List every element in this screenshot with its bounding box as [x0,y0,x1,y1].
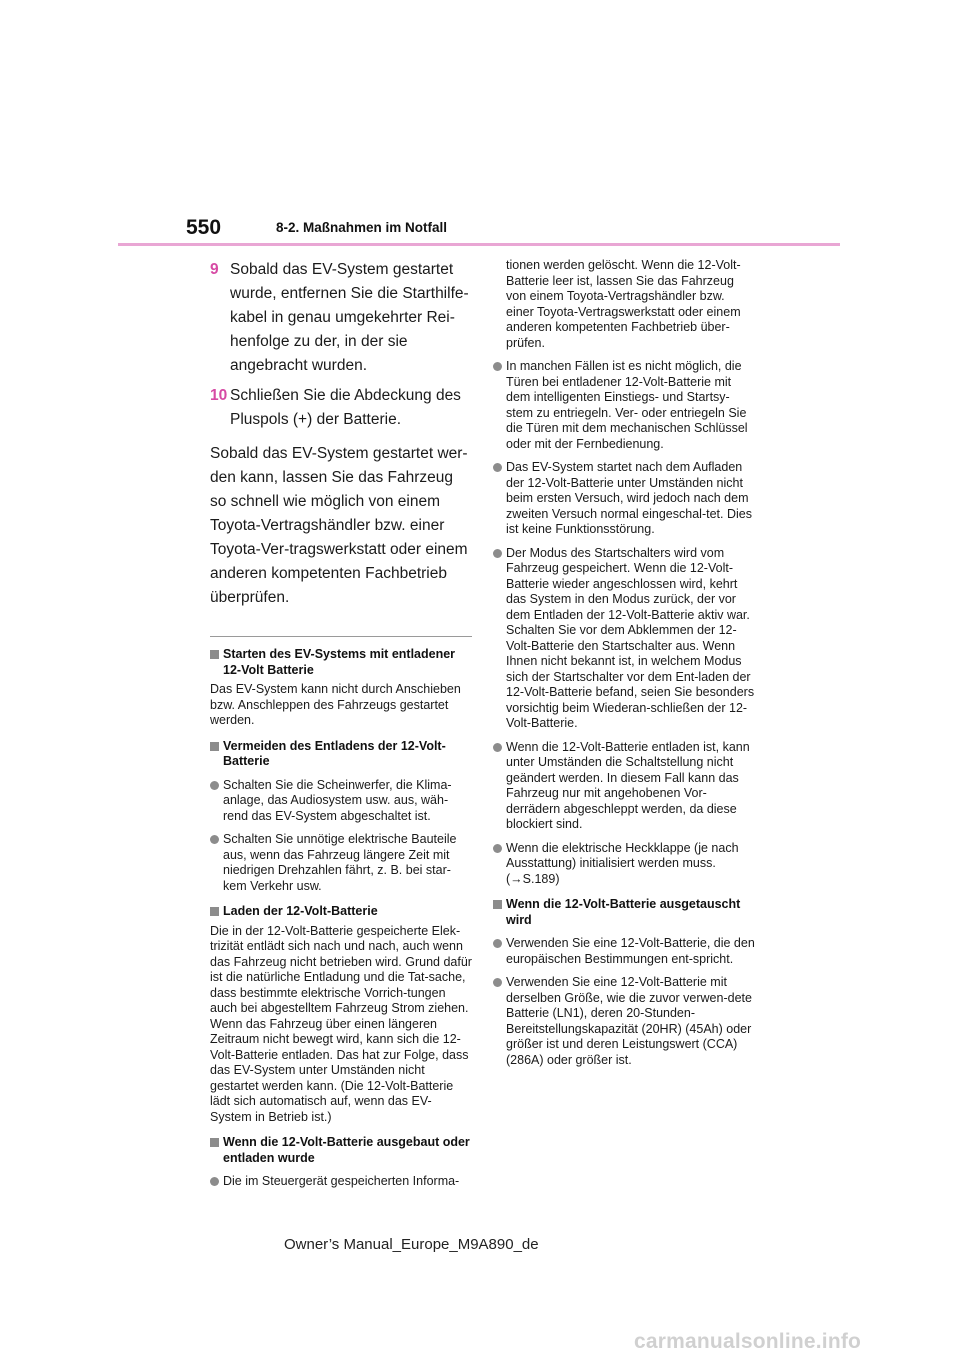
note-text: Die in der 12-Volt-Batterie gespeicherte Elek-trizität entlädt sich nach und nach, auch wenn das Fahrzeug nicht betrieben wird. Grund dafür ist die natürliche Entladung und die Tat-sache, dass bestimmte elektrische Vorrich-tungen auch bei abgestelltem Fahrzeug Strom ziehen. Wenn das Fahrzeug über einen längeren Zeitraum nicht bewegt wird, kann sich die 12-Volt-Batterie entladen. Das hat zur Folge, dass das EV-System unter Umständen nicht gestartet werden kann. (Die 12-Volt-Batterie lädt sich automatisch auf, wenn das EV-System in Betrieb ist.) [210,923,472,1124]
note-heading [493,897,755,928]
header-divider [118,243,840,246]
circle-bullet-icon [493,743,502,752]
bullet-item [493,359,755,452]
bullet-item [210,778,472,825]
note-heading [210,739,472,770]
note-heading-text: Vermeiden des Entladens der 12-Volt-Batterie [223,738,446,768]
intro-paragraph: Sobald das EV-System gestartet wer-den kann, lassen Sie das Fahrzeug so schnell wie möglich von einem Toyota-Vertragshändler bzw. einer Toyota-Ver-tragswerkstatt oder einem anderen kompetenten Fachbetrieb überprüfen. [210,445,468,606]
step-10 [210,384,472,432]
bullet-item [210,832,472,894]
square-bullet-icon [210,650,219,659]
section-title: 8-2. Maßnahmen im Notfall [276,220,448,235]
square-bullet-icon [493,900,502,909]
circle-bullet-icon [493,844,502,853]
bullet-item [493,460,755,538]
circle-bullet-icon [493,978,502,987]
bullet-item [493,841,755,888]
circle-bullet-icon [493,463,502,472]
note-heading-text: Wenn die 12-Volt-Batterie ausgebaut oder entladen wurde [223,1135,470,1165]
watermark: carmanualsonline.info [634,1330,862,1353]
bullet-item [493,975,755,1068]
circle-bullet-icon [210,1177,219,1186]
bullet-text: Schalten Sie unnötige elektrische Bauteile aus, wenn das Fahrzeug längere Zeit mit niedrigen Drehzahlen fährt, z. B. bei star-kem Verkehr usw. [223,832,457,893]
right-column [493,258,755,1068]
circle-bullet-icon [493,362,502,371]
continuation-text: tionen werden gelöscht. Wenn die 12-Volt-Batterie leer ist, lassen Sie das Fahrzeug von einem Toyota-Vertragshändler bzw. einer Toyota-Vertragswerkstatt oder einem anderen kompetenten Fachbetrieb über-prüfen. [506,258,741,350]
bullet-text: Das EV-System startet nach dem Aufladen der 12-Volt-Batterie unter Umständen nicht beim ersten Versuch, wird jedoch nach dem zweiten Versuch normal eingeschal-tet. Dies ist keine Funktionsstörung. [506,460,752,536]
bullet-item [493,936,755,967]
note-heading-text: Starten des EV-Systems mit entladener 12-Volt Batterie [223,647,456,677]
bullet-text: Verwenden Sie eine 12-Volt-Batterie mit derselben Größe, wie die zuvor verwen-dete Batterie (LN1), deren 20-Stunden-Bereitstellungskapazität (20HR) (45Ah) oder größer ist und deren Leistungswert (CCA) (286A) oder größer ist. [506,975,752,1067]
bullet-item [493,740,755,833]
bullet-text: Der Modus des Startschalters wird vom Fahrzeug gespeichert. Wenn die 12-Volt-Batterie wieder angeschlossen wird, kehrt das System in den Modus zurück, der vor dem Entladen der 12-Volt-Batterie aktiv war. Schalten Sie vor dem Abklemmen der 12-Volt-Batterie den Startschalter aus. Wenn Ihnen nicht bekannt ist, in welchem Modus sich der Startschalter vor dem Ent-laden der 12-Volt-Batterie befand, seien Sie besonders vorsichtig beim Wiederan-schließen der 12-Volt-Batterie. [506,545,755,730]
bullet-item [210,1174,472,1190]
square-bullet-icon [210,742,219,751]
note-heading [210,1135,472,1166]
bullet-text: Wenn die 12-Volt-Batterie entladen ist, kann unter Umständen die Schaltstellung nicht geändert werden. In diesem Fall kann das Fahrzeug nur mit angehobenen Vor-derrädern abgeschleppt werden, da diese blockiert sind. [506,739,750,831]
bullet-text: Die im Steuergerät gespeicherten Informa- [223,1174,460,1188]
note-heading [210,904,472,920]
circle-bullet-icon [493,939,502,948]
step-text: Schließen Sie die Abdeckung des Pluspols (+) der Batterie. [230,387,461,428]
square-bullet-icon [210,907,219,916]
note-heading-text: Wenn die 12-Volt-Batterie ausgetauscht wird [506,897,741,927]
step-text: Sobald das EV-System gestartet wurde, entfernen Sie die Starthilfe-kabel in genau umgekehrter Rei-henfolge zu der, in der sie angebracht wurden. [230,261,469,374]
circle-bullet-icon [210,781,219,790]
note-text: Das EV-System kann nicht durch Anschieben bzw. Anschleppen des Fahrzeugs gestartet werden. [210,682,461,727]
bullet-text: Schalten Sie die Scheinwerfer, die Klima-anlage, das Audiosystem usw. aus, wäh-rend das EV-System abgeschaltet ist. [223,777,452,823]
page-number: 550 [186,216,222,239]
step-9 [210,258,472,378]
circle-bullet-icon [493,549,502,558]
bullet-item [493,546,755,732]
left-column [210,258,472,1190]
notes-divider [210,636,472,637]
step-number: 10 [210,387,228,404]
note-heading-text: Laden der 12-Volt-Batterie [223,904,378,918]
bullet-text: Wenn die elektrische Heckklappe (je nach Ausstattung) initialisiert werden muss. (→S.189) [506,840,739,886]
circle-bullet-icon [210,835,219,844]
footer-text: Owner’s Manual_Europe_M9A890_de [284,1236,539,1253]
square-bullet-icon [210,1138,219,1147]
bullet-text: In manchen Fällen ist es nicht möglich, die Türen bei entladener 12-Volt-Batterie mit dem intelligenten Einstiegs- und Startsy-stem zu entriegeln. Ver- oder entriegeln Sie die Türen mit dem mechanischen Schlüssel oder mit der Fernbedienung. [506,359,748,451]
bullet-text: Verwenden Sie eine 12-Volt-Batterie, die den europäischen Bestimmungen ent-spricht. [506,936,755,966]
note-heading [210,647,472,678]
step-number: 9 [210,261,219,278]
